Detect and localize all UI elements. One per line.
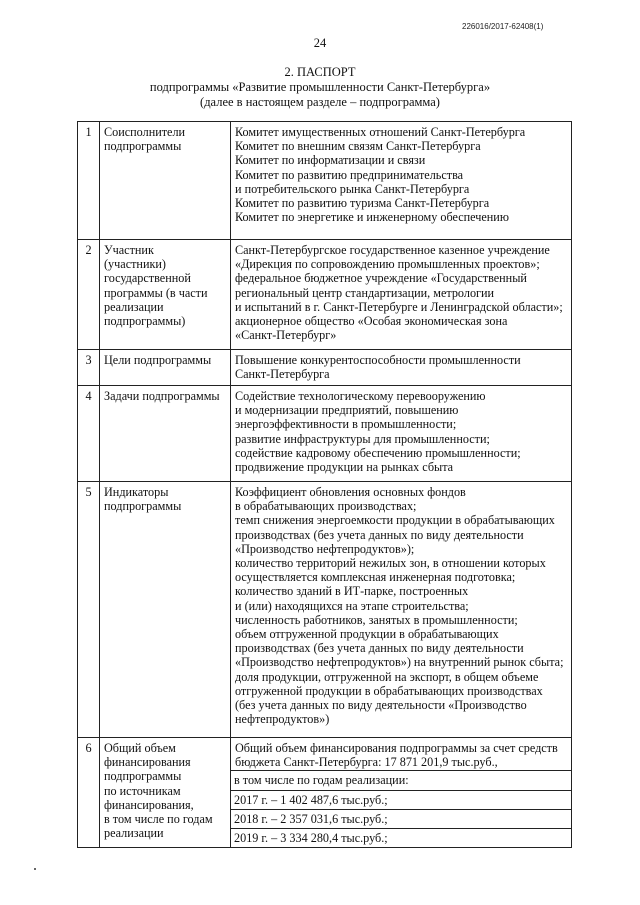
content-line: продвижение продукции на рынках сбыта bbox=[235, 460, 454, 475]
content-line: акционерное общество «Особая экономическая зона bbox=[235, 314, 508, 329]
content-line: производствах (без учета данных по виду деятельности bbox=[235, 641, 524, 656]
row-name bbox=[100, 738, 231, 848]
content-line: Комитет имущественных отношений Санкт-Петербурга bbox=[235, 125, 526, 139]
table-row bbox=[78, 482, 572, 738]
content-line: федеральное бюджетное учреждение «Государственный bbox=[235, 271, 527, 286]
content-line: темп снижения энергоемкости продукции в обрабатывающих bbox=[235, 513, 555, 528]
row-name-line: Задачи подпрограммы bbox=[104, 389, 220, 403]
scan-dot bbox=[34, 868, 36, 870]
page-number: 24 bbox=[313, 36, 327, 50]
content-line: Комитет по информатизации и связи bbox=[235, 153, 426, 168]
row-content bbox=[231, 240, 572, 350]
row-name bbox=[100, 386, 231, 482]
content-line: Комитет по развитию туризма Санкт-Петербурга bbox=[235, 196, 490, 211]
row-number: 2 bbox=[78, 240, 100, 350]
financing-year-2018: 2018 г. – 2 357 031,6 тыс.руб.; bbox=[231, 809, 572, 828]
row-content bbox=[231, 350, 572, 386]
content-line: энергоэффективности в промышленности; bbox=[235, 417, 457, 432]
table-row bbox=[78, 738, 572, 771]
row-content bbox=[231, 482, 572, 738]
row-name-line: Участник bbox=[104, 243, 154, 257]
content-line: Санкт-Петербургское государственное казенное учреждение bbox=[235, 243, 550, 257]
passport-table-body bbox=[78, 122, 572, 848]
content-line: объем отгруженной продукции в обрабатывающих bbox=[235, 627, 499, 642]
table-row bbox=[78, 122, 572, 240]
row-name-line: подпрограммы bbox=[104, 499, 182, 514]
row-name bbox=[100, 122, 231, 240]
content-line: (без учета данных по виду деятельности «Производство bbox=[235, 698, 527, 713]
table-row bbox=[78, 350, 572, 386]
content-line: количество зданий в ИТ-парке, построенных bbox=[235, 584, 469, 599]
financing-by-years-label: в том числе по годам реализации: bbox=[231, 771, 572, 790]
content-line: и модернизации предприятий, повышению bbox=[235, 403, 459, 418]
content-line: количество территорий нежилых зон, в отношении которых bbox=[235, 556, 546, 571]
content-line: нефтепродуктов») bbox=[235, 712, 330, 727]
content-line: в обрабатывающих производствах; bbox=[235, 499, 417, 514]
content-line: производствах (без учета данных по виду деятельности bbox=[235, 527, 524, 542]
passport-title: 2. ПАСПОРТ bbox=[284, 65, 356, 79]
row-name-line: (участники) bbox=[104, 257, 166, 272]
row-name-line: реализации bbox=[104, 299, 164, 314]
row-name bbox=[100, 350, 231, 386]
content-line: «Производство нефтепродуктов»); bbox=[235, 541, 415, 556]
content-line: Санкт-Петербурга bbox=[235, 367, 330, 382]
row-number: 5 bbox=[78, 482, 100, 738]
row-name-line: Цели подпрограммы bbox=[104, 353, 212, 367]
content-line: региональный центр стандартизации, метрологии bbox=[235, 285, 495, 300]
content-line: доля продукции, отгруженной на экспорт, в общем объеме bbox=[235, 669, 539, 684]
row-content bbox=[231, 386, 572, 482]
content-line: содействие кадровому обеспечению промышленности; bbox=[235, 445, 521, 460]
row-number: 1 bbox=[78, 122, 100, 240]
content-line: и потребительского рынка Санкт-Петербурга bbox=[235, 181, 470, 196]
row-number: 4 bbox=[78, 386, 100, 482]
financing-year-2017: 2017 г. – 1 402 487,6 тыс.руб.; bbox=[231, 790, 572, 809]
row-name-line: Соисполнители bbox=[104, 125, 186, 139]
row-name-line: в том числе по годам bbox=[104, 812, 213, 827]
content-line: «Производство нефтепродуктов») на внутренний рынок сбыта; bbox=[235, 655, 564, 670]
row-name-line: по источникам bbox=[104, 783, 181, 798]
table-row bbox=[78, 240, 572, 350]
financing-total bbox=[231, 738, 572, 771]
row-content bbox=[231, 122, 572, 240]
row-name-line: финансирования bbox=[104, 755, 191, 770]
row-name-line: государственной bbox=[104, 271, 191, 286]
financing-year-2019: 2019 г. – 3 334 280,4 тыс.руб.; bbox=[231, 829, 572, 848]
row-name-line: подпрограммы bbox=[104, 769, 182, 784]
content-line: Содействие технологическому перевооружению bbox=[235, 389, 486, 403]
passport-subtitle-note: (далее в настоящем разделе – подпрограмма) bbox=[200, 95, 440, 109]
content-line: Общий объем финансирования подпрограммы за счет средств bbox=[235, 741, 558, 755]
row-name-line: подпрограммы) bbox=[104, 314, 186, 329]
content-line: и (или) находящихся на этапе строительства; bbox=[235, 598, 469, 613]
content-line: Комитет по энергетике и инженерному обеспечению bbox=[235, 210, 509, 225]
row-name-line: Общий объем bbox=[104, 741, 176, 755]
content-line: бюджета Санкт-Петербурга: 17 871 201,9 тыс.руб., bbox=[235, 755, 498, 770]
table-row bbox=[78, 386, 572, 482]
passport-table bbox=[77, 121, 572, 848]
content-line: Повышение конкурентоспособности промышленности bbox=[235, 353, 521, 367]
row-name-line: реализации bbox=[104, 826, 164, 841]
row-name-line: Индикаторы bbox=[104, 485, 169, 499]
passport-heading bbox=[0, 65, 640, 110]
passport-subtitle: подпрограммы «Развитие промышленности Санкт-Петербурга» bbox=[149, 80, 491, 94]
row-name bbox=[100, 482, 231, 738]
row-name bbox=[100, 240, 231, 350]
content-line: Комитет по внешним связям Санкт-Петербурга bbox=[235, 139, 481, 154]
row-number: 3 bbox=[78, 350, 100, 386]
content-line: и испытаний в г. Санкт-Петербурге и Ленинградской области»; bbox=[235, 299, 563, 314]
content-line: Комитет по развитию предпринимательства bbox=[235, 167, 464, 182]
content-line: «Санкт-Петербург» bbox=[235, 328, 337, 343]
content-line: «Дирекция по сопровождению промышленных проектов»; bbox=[235, 257, 540, 272]
content-line: осуществляется комплексная инженерная подготовка; bbox=[235, 570, 516, 585]
row-name-line: подпрограммы bbox=[104, 139, 182, 154]
content-line: Коэффициент обновления основных фондов bbox=[235, 485, 466, 499]
row-name-line: финансирования, bbox=[104, 797, 194, 812]
document-id: 226016/2017-62408(1) bbox=[462, 22, 544, 31]
row-name-line: программы (в части bbox=[104, 285, 208, 300]
content-line: отгруженной продукции в обрабатывающих производствах bbox=[235, 683, 543, 698]
content-line: развитие инфраструктуры для промышленности; bbox=[235, 431, 490, 446]
row-number: 6 bbox=[78, 738, 100, 848]
content-line: численность работников, занятых в промышленности; bbox=[235, 612, 518, 627]
